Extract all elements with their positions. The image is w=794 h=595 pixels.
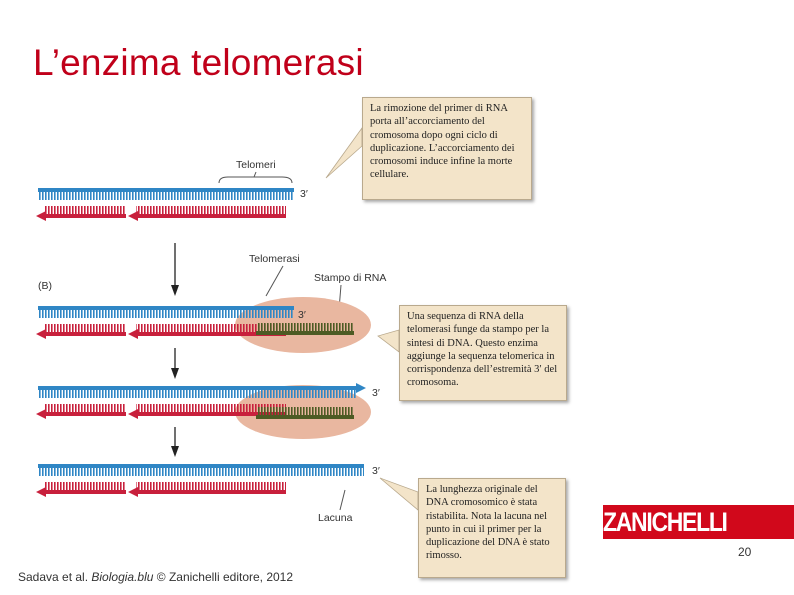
new-strand xyxy=(136,490,286,494)
new-strand xyxy=(136,214,286,218)
credit-suffix: © Zanichelli editore, 2012 xyxy=(153,570,294,584)
new-strand-arrowhead xyxy=(36,487,46,497)
step-arrowhead xyxy=(171,285,179,296)
parental-strand xyxy=(38,188,294,192)
row-1-chromosome xyxy=(36,188,294,221)
rna-template-bases xyxy=(258,407,354,415)
callout-3-pointer xyxy=(380,478,418,510)
parental-strand xyxy=(38,306,294,310)
new-strand-bases xyxy=(136,482,286,490)
three-prime-label: 3′ xyxy=(372,387,380,399)
new-strand-bases xyxy=(44,404,126,412)
telomerasi-leader xyxy=(266,266,283,296)
new-strand-arrowhead xyxy=(36,329,46,339)
new-strand-arrowhead xyxy=(128,329,138,339)
slide-title: L’enzima telomerasi xyxy=(33,42,364,83)
new-strand-arrowhead xyxy=(36,211,46,221)
rna-template-bases xyxy=(258,323,354,331)
logo-text: ZANICHELLI xyxy=(603,507,727,537)
lacuna-leader xyxy=(340,490,345,510)
credit-prefix: Sadava et al. xyxy=(18,570,92,584)
new-strand-bases xyxy=(44,324,126,332)
zanichelli-logo xyxy=(603,505,794,539)
new-strand-arrowhead xyxy=(128,211,138,221)
credit-book: Biologia.blu xyxy=(91,570,154,584)
three-prime-label: 3′ xyxy=(298,309,306,321)
row-4-chromosome xyxy=(36,464,364,497)
rna-template xyxy=(256,331,354,335)
parental-strand xyxy=(38,386,358,390)
step-arrowhead xyxy=(171,368,179,379)
parental-strand-bases xyxy=(38,390,356,398)
three-prime-label: 3′ xyxy=(372,465,380,477)
callout-primer-removal: La rimozione del primer di RNA porta all’accorciamento del cromosoma dopo ogni ciclo di duplicazione. L’accorciamento dei cromosomi induce infine la morte cellulare. xyxy=(362,97,532,200)
new-strand-bases xyxy=(44,482,126,490)
telomere-brace-tip xyxy=(254,172,256,177)
new-strand-bases xyxy=(44,206,126,214)
page-number: 20 xyxy=(738,545,752,559)
credit-line xyxy=(18,570,293,584)
telomerasi-label: Telomerasi xyxy=(249,253,300,265)
parental-strand-bases xyxy=(38,468,364,476)
new-strand-arrowhead xyxy=(128,409,138,419)
stampo-label: Stampo di RNA xyxy=(314,272,387,284)
parental-strand xyxy=(38,464,364,468)
parental-strand-bases xyxy=(38,310,294,318)
new-strand xyxy=(44,490,126,494)
parental-strand-bases xyxy=(38,192,294,200)
new-strand xyxy=(44,332,126,336)
new-strand xyxy=(44,214,126,218)
step-arrowhead xyxy=(171,446,179,457)
telomere-brace xyxy=(219,177,292,183)
callout-2-pointer xyxy=(378,330,399,352)
new-strand-arrowhead xyxy=(128,487,138,497)
telomeri-label: Telomeri xyxy=(236,159,276,171)
three-prime-label: 3′ xyxy=(300,188,308,200)
callout-1-pointer xyxy=(326,128,362,178)
callout-restored-length: La lunghezza originale del DNA cromosomico è stata ristabilita. Nota la lacuna nel punto in cui il primer per la duplicazione del DNA è stato rimosso. xyxy=(418,478,566,578)
new-strand xyxy=(44,412,126,416)
callout-rna-template: Una sequenza di RNA della telomerasi funge da stampo per la sintesi di DNA. Questo enzima aggiunge la sequenza telomerica in corrispondenza dell’estremità 3′ del cromosoma. xyxy=(399,305,567,401)
new-strand-bases xyxy=(136,206,286,214)
panel-b-label: (B) xyxy=(38,280,52,292)
new-strand-arrowhead xyxy=(36,409,46,419)
extension-arrowhead xyxy=(356,383,366,393)
lacuna-label: Lacuna xyxy=(318,512,353,524)
rna-template xyxy=(256,415,354,419)
